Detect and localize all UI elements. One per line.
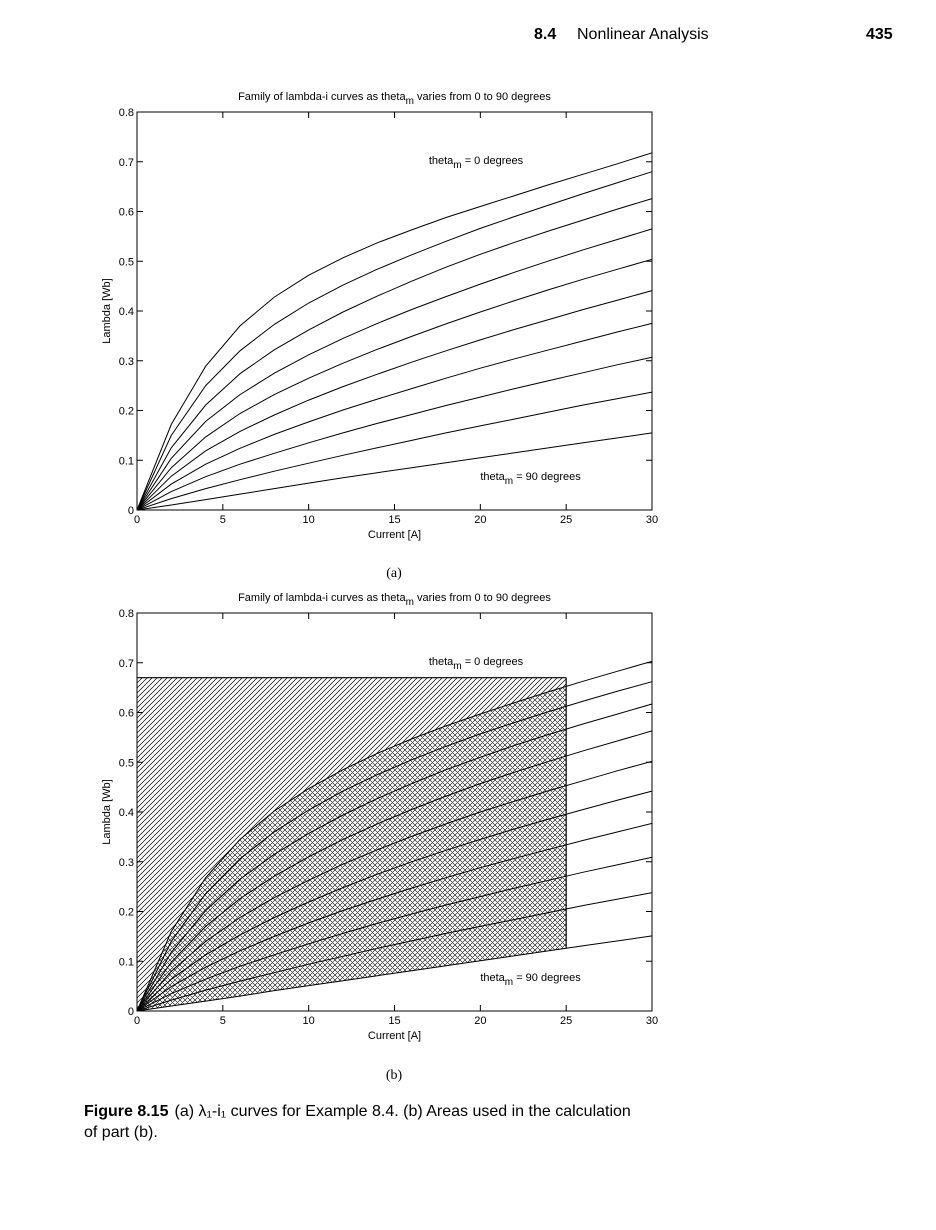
curve-annotation-0 xyxy=(429,155,524,171)
chart-title-part: Family of lambda-i curves as theta xyxy=(238,91,406,103)
y-tick-label: 0.2 xyxy=(118,906,134,919)
chart-title-part: m xyxy=(405,96,414,107)
chart-title xyxy=(238,592,551,608)
chart-title-part: varies from 0 to 90 degrees xyxy=(413,592,551,604)
x-tick-label: 25 xyxy=(560,514,573,526)
y-tick-label: 0 xyxy=(127,505,134,517)
y-axis-label: Lambda [Wb] xyxy=(101,278,113,344)
x-tick-label: 10 xyxy=(302,1015,315,1027)
x-axis-label: Current [A] xyxy=(367,1030,422,1042)
curve-annotation-1-part: m xyxy=(504,977,514,989)
section-number: 8.4 xyxy=(534,26,557,43)
curve-annotation-0-part: theta xyxy=(428,155,454,168)
page-number: 435 xyxy=(866,26,893,43)
series-line-2 xyxy=(137,199,652,510)
y-tick-label: 0.6 xyxy=(118,707,134,720)
curve-annotation-1-part: = 90 degrees xyxy=(513,471,581,484)
chart-title-part: Family of lambda-i curves as theta xyxy=(238,592,406,604)
curve-annotation-1 xyxy=(480,471,581,487)
x-tick-label: 5 xyxy=(219,1015,226,1027)
curve-annotation-1-part: theta xyxy=(480,471,505,484)
series-line-0 xyxy=(137,153,652,510)
panel-label-b: (b) xyxy=(385,1068,403,1083)
x-tick-label: 15 xyxy=(388,1015,401,1027)
x-tick-label: 20 xyxy=(474,1015,487,1027)
x-axis-label: Current [A] xyxy=(367,529,422,541)
y-axis-label: Lambda [Wb] xyxy=(101,779,113,845)
curve-annotation-1 xyxy=(480,972,581,988)
y-tick-label: 0.3 xyxy=(118,856,134,869)
chart-title-part: varies from 0 to 90 degrees xyxy=(413,91,551,103)
chart-title xyxy=(238,91,551,107)
y-tick-label: 0.7 xyxy=(118,156,134,169)
x-tick-label: 20 xyxy=(474,514,487,526)
y-tick-label: 0.2 xyxy=(118,405,134,418)
series-line-7 xyxy=(137,357,652,510)
y-tick-label: 0.1 xyxy=(118,956,134,969)
y-tick-label: 0.8 xyxy=(118,608,134,620)
y-tick-label: 0.5 xyxy=(118,256,134,269)
y-tick-label: 0.8 xyxy=(118,107,134,119)
figure-number: Figure 8.15 xyxy=(84,1103,169,1120)
curve-annotation-1-part: theta xyxy=(480,972,505,985)
curve-annotation-1-part: m xyxy=(504,476,514,488)
y-tick-label: 0.4 xyxy=(118,306,134,318)
y-tick-label: 0.3 xyxy=(118,355,134,368)
x-tick-label: 0 xyxy=(133,1015,141,1027)
curve-annotation-0-part: m xyxy=(453,661,462,673)
curve-annotation-0-part: = 0 degrees xyxy=(461,155,524,168)
section-title: Nonlinear Analysis xyxy=(577,26,709,43)
y-tick-label: 0 xyxy=(127,1006,134,1018)
x-tick-label: 0 xyxy=(133,514,141,526)
y-tick-label: 0.7 xyxy=(118,657,134,670)
y-tick-label: 0.5 xyxy=(118,757,134,770)
series-line-3 xyxy=(137,229,652,510)
chart-title-part: m xyxy=(405,597,414,608)
x-tick-label: 15 xyxy=(388,514,401,526)
page-header xyxy=(0,26,936,50)
x-tick-label: 10 xyxy=(302,514,315,526)
figure-b-chart xyxy=(0,585,936,1055)
curve-annotation-0-part: = 0 degrees xyxy=(461,656,524,669)
x-tick-label: 5 xyxy=(219,514,226,526)
x-tick-label: 25 xyxy=(560,1015,573,1027)
y-tick-label: 0.6 xyxy=(118,206,134,219)
curve-annotation-0 xyxy=(429,656,524,672)
figure-caption xyxy=(84,1101,644,1143)
x-tick-label: 30 xyxy=(645,1015,659,1027)
curve-annotation-1-part: = 90 degrees xyxy=(513,972,581,985)
y-tick-label: 0.1 xyxy=(118,455,134,468)
panel-label-a: (a) xyxy=(386,566,402,581)
y-tick-label: 0.4 xyxy=(118,807,134,819)
figure-a-chart xyxy=(0,80,936,560)
curve-annotation-0-part: theta xyxy=(428,656,454,669)
curve-annotation-0-part: m xyxy=(453,160,462,172)
x-tick-label: 30 xyxy=(645,514,659,526)
series-line-8 xyxy=(137,392,652,510)
plot-frame xyxy=(137,112,652,510)
caption-text: (a) λ₁-i₁ curves for Example 8.4. (b) Areas used in the calculation of part (b). xyxy=(84,1103,631,1141)
